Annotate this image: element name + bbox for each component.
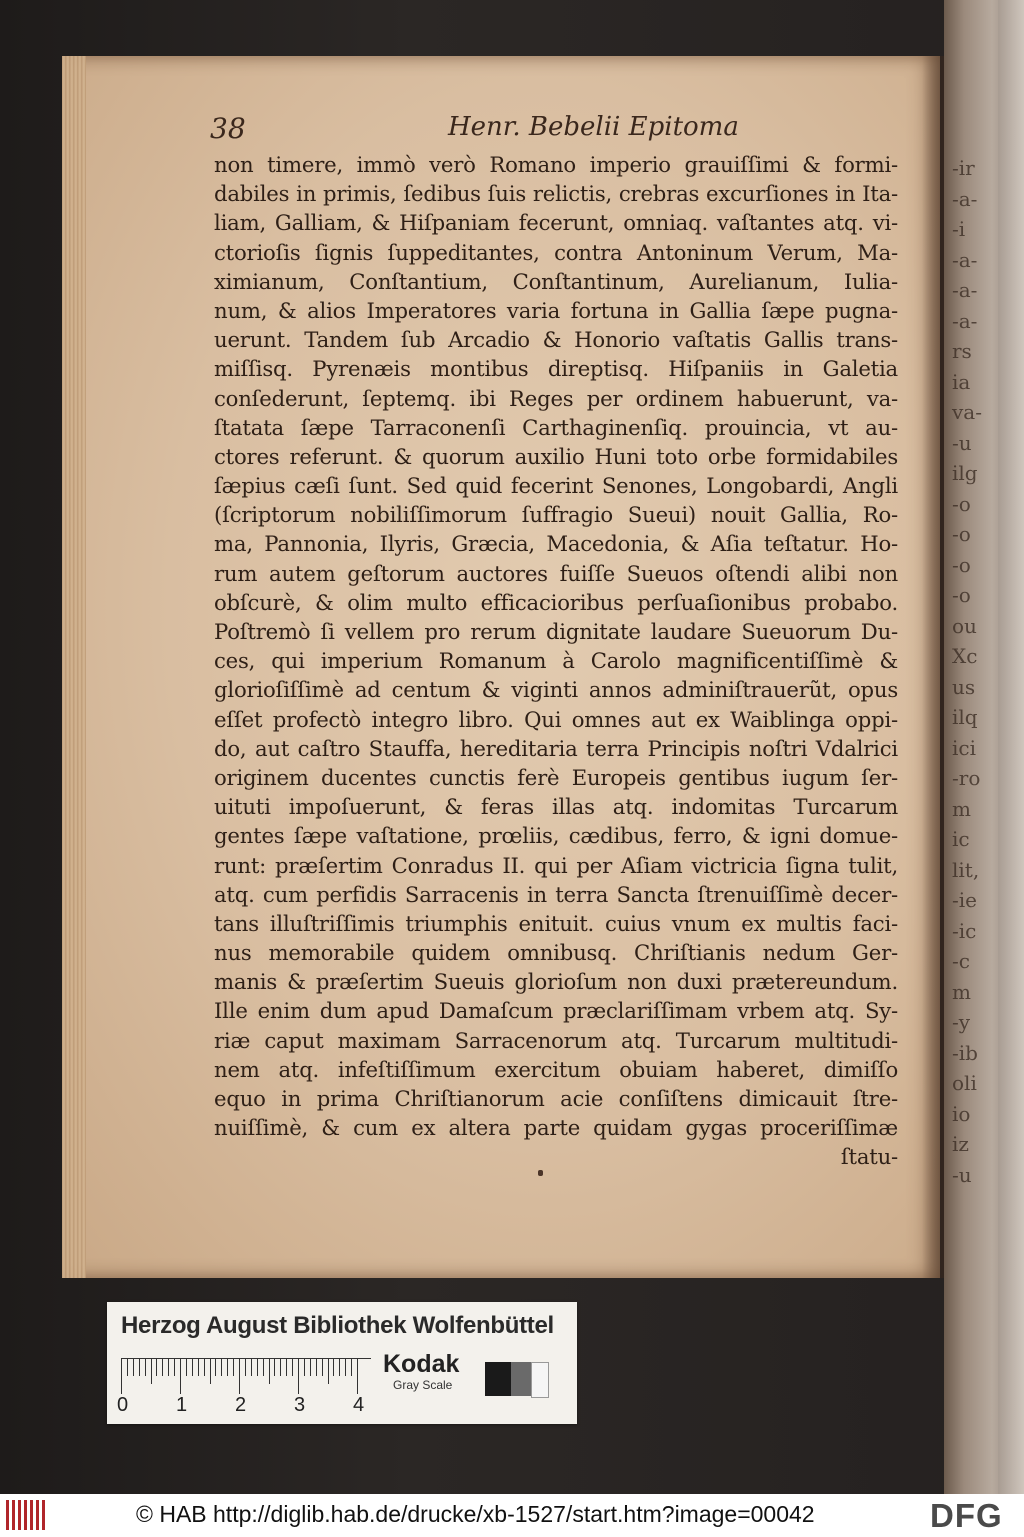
ruler-tick — [316, 1358, 317, 1376]
facing-text-fragment: ia — [952, 369, 971, 394]
facing-text-fragment: io — [952, 1101, 971, 1126]
facing-text-fragment: -ir — [952, 156, 975, 180]
facing-text-fragment: oli — [952, 1071, 977, 1095]
facing-text-fragment: -a- — [952, 186, 978, 211]
facing-text-fragment: -o — [952, 491, 971, 516]
facing-text-fragment: -a- — [952, 278, 978, 302]
facing-text-fragment: ici — [952, 735, 976, 760]
facing-text-fragment: -u — [952, 1162, 972, 1187]
ruler-label: 1 — [176, 1394, 188, 1416]
ruler-tick — [215, 1358, 216, 1376]
text-line: uituti impoſuerunt, & feras illas atq. indomitas Turcarum — [214, 794, 898, 820]
calibration-card — [107, 1302, 577, 1424]
ruler-tick — [174, 1358, 175, 1376]
ruler-tick — [328, 1358, 329, 1384]
facing-text-fragment: -ic — [952, 918, 977, 943]
text-line: ſæpius cæſi ſunt. Sed quid fecerint Senones, Longobardi, Angli — [214, 473, 898, 499]
text-line: runt: præſertim Conradus II. qui per Aſiam victricia ſigna tulit, — [214, 852, 898, 878]
ruler-label: 4 — [353, 1394, 365, 1416]
ruler-tick — [192, 1358, 193, 1376]
ruler-tick — [251, 1358, 252, 1376]
hab-logo-bar — [42, 1500, 45, 1530]
text-line: tans illuſtriſſimis triumphis enituit. cuius vnum ex multis faci- — [214, 910, 898, 936]
text-line: ctores referunt. & quorum auxilio Huni toto orbe formidabiles — [214, 443, 898, 469]
gray-swatch — [531, 1362, 549, 1398]
facing-text-fragment: -ib — [952, 1040, 978, 1065]
text-line: atq. cum perfidis Sarracenis in terra Sancta ſtrenuiſſimè decer- — [214, 881, 898, 907]
hab-logo-bar — [18, 1500, 21, 1530]
ruler-tick — [263, 1358, 264, 1376]
facing-text-fragment: ic — [952, 827, 970, 851]
ruler-tick — [274, 1358, 275, 1376]
ruler-tick — [257, 1358, 258, 1376]
ruler-tick — [121, 1358, 122, 1394]
hab-logo-icon — [6, 1500, 46, 1530]
ruler-tick — [357, 1358, 358, 1394]
text-line: ſtatata ſæpe Tarraconenſi Carthaginenſiq. prouincia, vt au- — [214, 414, 898, 440]
text-line: do, aut caſtro Stauffa, hereditaria terra Principis noſtri Vdalrici — [214, 735, 898, 761]
text-line: miſſisq. Pyrenæis montibus direptisq. Hiſpaniis in Galetia — [214, 356, 898, 382]
footer-bar — [0, 1494, 1024, 1537]
text-line: originem ducentes cunctis ferè Europeis gentibus iugum ſer- — [214, 764, 898, 790]
ruler-label: 3 — [294, 1394, 306, 1416]
text-line: manis & præſertim Sueuis glorioſum non duxi prætereundum. — [214, 969, 898, 995]
hab-logo-bar — [24, 1500, 27, 1530]
facing-text-fragment: m — [952, 796, 971, 821]
ruler-tick — [304, 1358, 305, 1376]
facing-text-fragment: iz — [952, 1132, 969, 1156]
facing-text-fragment: -o — [952, 552, 971, 577]
ruler-tick — [286, 1358, 287, 1376]
ruler-tick — [145, 1358, 146, 1376]
page-gutter — [922, 56, 944, 1278]
facing-text-fragment: -c — [952, 949, 970, 973]
text-line: (ſcriptorum nobiliſſimorum ſuffragio Sueui) nouit Gallia, Ro- — [214, 502, 898, 528]
text-line: dabiles in primis, ſedibus ſuis relictis, crebras excurſiones in Ita- — [214, 181, 898, 207]
running-title: Henr. Bebelii Epitoma — [448, 112, 739, 142]
ruler-tick — [298, 1358, 299, 1394]
hab-logo-bar — [36, 1500, 39, 1530]
facing-text-fragment: ou — [952, 613, 977, 638]
text-line: nus memorabile quidem omnibusq. Chriſtianis nedum Ger- — [214, 940, 898, 966]
ruler-tick — [210, 1358, 211, 1384]
text-line: ctorioſis ſignis ſuppeditantes, contra Antoninum Verum, Ma- — [214, 239, 898, 265]
text-line: liam, Galliam, & Hiſpaniam fecerunt, omniaq. vaſtantes atq. vi- — [214, 210, 898, 236]
ruler-tick — [351, 1358, 352, 1376]
text-line: nem atq. infeſtiſſimum exercitum obuiam haberet, dimiſſo — [214, 1056, 898, 1082]
facing-text-fragment: va- — [952, 400, 982, 424]
facing-text-fragment: us — [952, 674, 976, 699]
page-number: 38 — [210, 112, 246, 145]
ruler-tick — [310, 1358, 311, 1376]
ruler-tick — [292, 1358, 293, 1376]
ruler-tick — [233, 1358, 234, 1376]
hab-logo-bar — [6, 1500, 9, 1530]
text-line: ces, qui imperium Romanum à Carolo magnificentiſſimè & — [214, 648, 898, 674]
ruler-tick — [269, 1358, 270, 1384]
text-line: conſederunt, ſeptemq. ibi Reges per ordinem habuerunt, va- — [214, 385, 898, 411]
ruler-tick — [133, 1358, 134, 1376]
page-edge — [62, 56, 86, 1278]
gray-swatch — [485, 1362, 511, 1396]
ruler-tick — [239, 1358, 240, 1394]
text-line: glorioſiſſimè ad centum & viginti annos adminiſtrauerũt, opus — [214, 677, 898, 703]
text-line: eſſet profectò integro libro. Qui omnes aut ex Waiblinga oppi- — [214, 706, 898, 732]
text-line: gentes ſæpe vaſtatione, prœliis, cædibus, ferro, & igni domue- — [214, 823, 898, 849]
ruler-tick — [221, 1358, 222, 1376]
ruler-tick — [151, 1358, 152, 1384]
ruler-tick — [127, 1358, 128, 1376]
ruler-tick — [198, 1358, 199, 1376]
ruler-label: 2 — [235, 1394, 247, 1416]
text-line: uerunt. Tandem ſub Arcadio & Honorio vaſtatis Gallis trans- — [214, 327, 898, 353]
gray-swatch — [511, 1362, 531, 1396]
facing-text-fragment: Xc — [952, 644, 978, 668]
text-line: num, & alios Imperatores varia fortuna in Gallia ſæpe pugna- — [214, 297, 898, 323]
ruler-tick — [204, 1358, 205, 1376]
citation-link[interactable]: © HAB http://diglib.hab.de/drucke/xb-1527/start.htm?image=00042 — [136, 1501, 815, 1527]
ink-mark — [538, 1170, 543, 1176]
facing-text-fragment: -o — [952, 522, 971, 546]
text-line: ſtatu- — [840, 1144, 898, 1170]
text-line: ximianum, Conſtantium, Conſtantinum, Aurelianum, Iulia- — [214, 268, 898, 294]
text-line: rum autem geſtorum auctores fuiſſe Sueuos oſtendi alibi non — [214, 560, 898, 586]
text-line: equo in prima Chriſtianorum acie conſiſtens dimicauit ſtre- — [214, 1086, 898, 1111]
dfg-logo: DFG — [930, 1497, 1003, 1534]
text-line: nuiſſimè, & cum ex altera parte quidam gygas proceriſſimæ — [214, 1115, 898, 1141]
hab-logo-bar — [30, 1500, 33, 1530]
ruler-tick — [322, 1358, 323, 1376]
ruler-tick — [162, 1358, 163, 1376]
ruler-label: 0 — [117, 1394, 129, 1416]
text-line: Poſtremò ſi vellem pro rerum dignitate laudare Sueuorum Du- — [214, 619, 898, 644]
ruler-tick — [156, 1358, 157, 1376]
facing-text-fragment: m — [952, 979, 971, 1004]
grayscale-label: Gray Scale — [393, 1378, 453, 1392]
text-line: non timere, immò verò Romano imperio grauiſſimi & formi- — [214, 152, 898, 177]
text-line: obſcurè, & olim multo efficacioribus perſuaſionibus probabo. — [214, 589, 898, 615]
running-head — [210, 112, 910, 152]
ruler-tick — [168, 1358, 169, 1376]
facing-text-fragment: -a- — [952, 247, 978, 272]
facing-text-fragment: ilq — [952, 705, 978, 729]
body-text — [214, 150, 898, 1172]
ruler-tick — [227, 1358, 228, 1376]
hab-logo-bar — [12, 1500, 15, 1530]
text-line: Ille enim dum apud Damaſcum præclariſſimam vrbem atq. Sy- — [214, 998, 898, 1024]
text-line: ma, Pannonia, Ilyris, Græcia, Macedonia, & Aſia teſtatur. Ho- — [214, 531, 898, 557]
card-title: Herzog August Bibliothek Wolfenbüttel — [121, 1312, 554, 1339]
facing-text-fragment: -i — [952, 217, 966, 241]
ruler-tick — [180, 1358, 181, 1394]
ruler-tick — [345, 1358, 346, 1376]
ruler-tick — [186, 1358, 187, 1376]
ruler-tick — [333, 1358, 334, 1376]
facing-text-fragment: ilg — [952, 461, 978, 485]
facing-text-fragment: -ie — [952, 888, 977, 912]
ruler-tick — [245, 1358, 246, 1376]
text-line: riæ caput maximam Sarracenorum atq. Turcarum multitudi- — [214, 1027, 898, 1053]
ruler-tick — [280, 1358, 281, 1376]
ruler-tick — [139, 1358, 140, 1376]
facing-text-fragment: rs — [952, 339, 972, 363]
facing-text-fragment: -ro — [952, 766, 981, 790]
facing-text-fragment: -o — [952, 583, 971, 607]
facing-page-edge — [998, 0, 1024, 1494]
kodak-logo: Kodak — [383, 1350, 460, 1378]
facing-text-fragment: -y — [952, 1010, 971, 1034]
facing-text-fragment: -a- — [952, 308, 978, 333]
facing-text-fragment: lit, — [952, 857, 980, 882]
ruler — [121, 1358, 371, 1394]
ruler-tick — [339, 1358, 340, 1376]
facing-text-fragment: -u — [952, 430, 972, 455]
